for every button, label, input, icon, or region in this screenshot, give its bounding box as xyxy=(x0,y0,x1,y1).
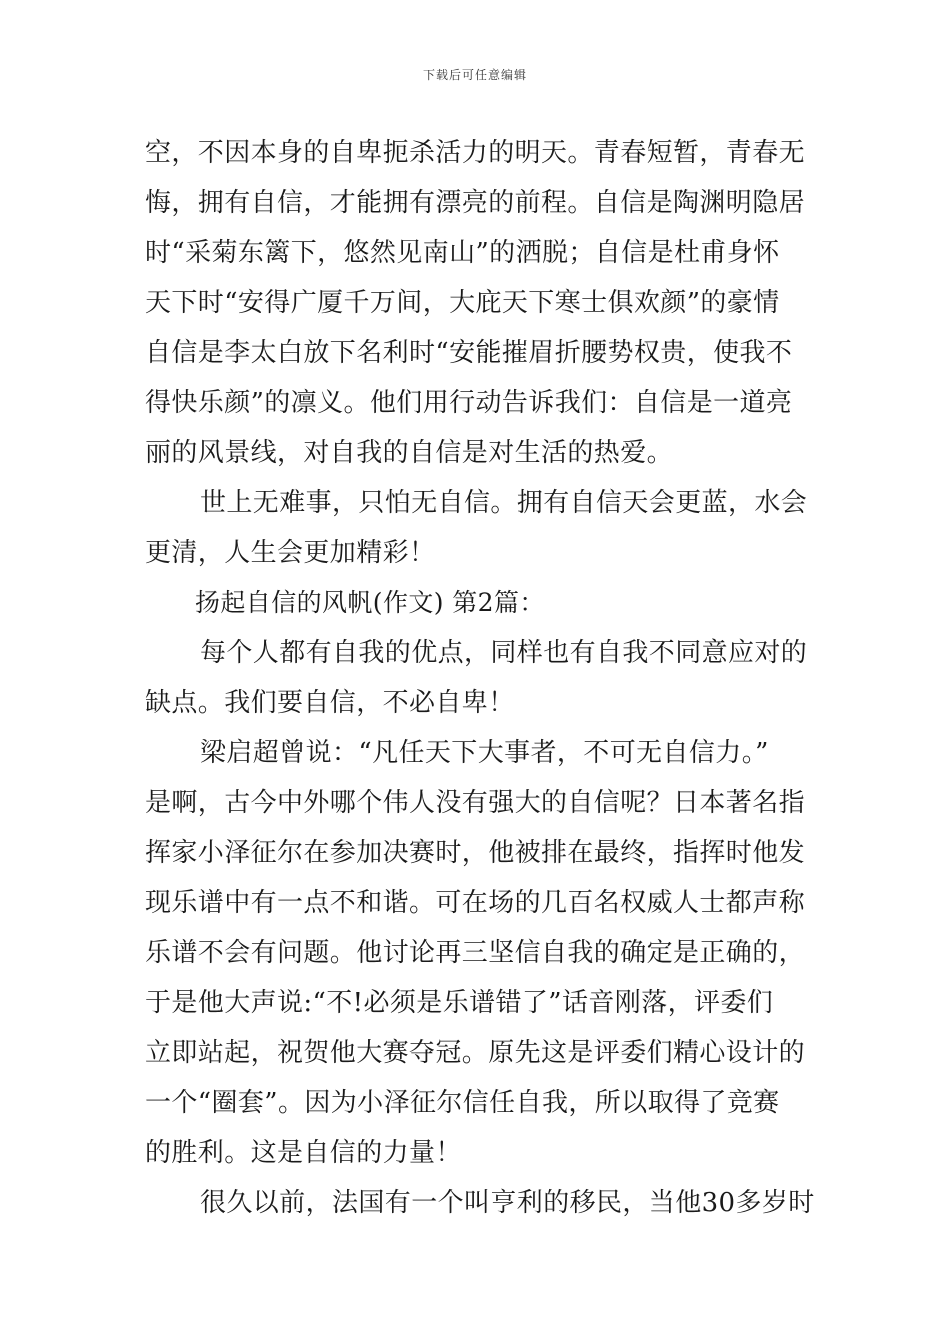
text-line: 挥家小泽征尔在参加决赛时，他被排在最终，指挥时他发 xyxy=(145,838,806,868)
text-line: 立即站起，祝贺他大赛夺冠。原先这是评委们精心设计的 xyxy=(145,1038,806,1068)
document-body xyxy=(145,128,815,1228)
paragraph-start-line: 很久以前，法国有一个叫亨利的移民，当他30多岁时 xyxy=(200,1188,815,1218)
text-line: 丽的风景线，对自我的自信是对生活的热爱。 xyxy=(145,438,674,468)
text-line: 一个“圈套”。因为小泽征尔信任自我，所以取得了竞赛 xyxy=(145,1088,780,1118)
text-line: 得快乐颜”的凛义。他们用行动告诉我们：自信是一道亮 xyxy=(145,388,793,418)
text-line: 现乐谱中有一点不和谐。可在场的几百名权威人士都声称 xyxy=(145,888,806,918)
text-line: 更清，人生会更加精彩！ xyxy=(145,538,436,568)
text-line: 时“采菊东篱下，悠然见南山”的洒脱；自信是杜甫身怀 xyxy=(145,238,780,268)
text-line: 于是他大声说:“不!必须是乐谱错了”话音刚落，评委们 xyxy=(145,988,774,1018)
text-line: 缺点。我们要自信，不必自卑！ xyxy=(145,688,515,718)
text-line: 是啊，古今中外哪个伟人没有强大的自信呢？日本著名指 xyxy=(145,788,806,818)
text-line: 自信是李太白放下名利时“安能摧眉折腰势权贵，使我不 xyxy=(145,338,793,368)
paragraph-start-line: 每个人都有自我的优点，同样也有自我不同意应对的 xyxy=(200,638,808,668)
paragraph-start-line: 世上无难事，只怕无自信。拥有自信天会更蓝，水会 xyxy=(200,488,808,518)
text-line: 空，不因本身的自卑扼杀活力的明天。青春短暂，青春无 xyxy=(145,138,806,168)
section-heading: 扬起自信的风帆(作文) 第2篇： xyxy=(195,588,545,617)
text-line: 的胜利。这是自信的力量！ xyxy=(145,1138,462,1168)
text-line: 悔，拥有自信，才能拥有漂亮的前程。自信是陶渊明隐居 xyxy=(145,188,806,218)
page-header-note: 下载后可任意编辑 xyxy=(422,68,527,82)
text-line: 乐谱不会有问题。他讨论再三坚信自我的确定是正确的， xyxy=(145,938,806,968)
text-line: 天下时“安得广厦千万间，大庇天下寒士俱欢颜”的豪情 xyxy=(145,288,780,318)
paragraph-start-line: 梁启超曾说：“凡任天下大事者，不可无自信力。” xyxy=(200,738,769,768)
